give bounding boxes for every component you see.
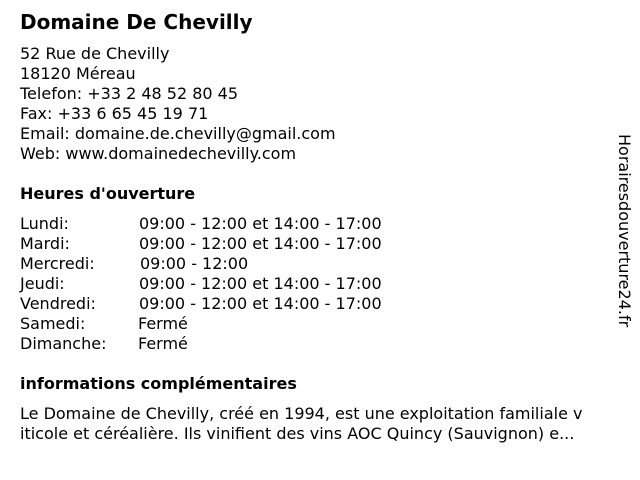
hours-time-value: 09:00 - 12:00 et 14:00 - 17:00 (139, 214, 382, 233)
hours-time-value: 09:00 - 12:00 et 14:00 - 17:00 (139, 234, 382, 253)
watermark-text: Horairesdouverture24.fr (615, 134, 634, 328)
hours-time-value: 09:00 - 12:00 et 14:00 - 17:00 (139, 274, 382, 293)
description-line: Le Domaine de Chevilly, créé en 1994, est une exploitation familiale v (20, 404, 583, 423)
additional-info-text (20, 404, 632, 444)
hours-day-label: Samedi: (20, 314, 86, 333)
hours-day-label: Jeudi: (20, 274, 65, 293)
hours-day-label: Vendredi: (20, 294, 96, 313)
hours-time-value: Fermé (138, 314, 188, 333)
hours-time-value: Fermé (138, 334, 188, 353)
hours-day-label: Mercredi: (20, 254, 95, 273)
hours-day-label: Dimanche: (20, 334, 107, 353)
hours-day-label: Lundi: (20, 214, 69, 233)
contact-block (20, 44, 336, 164)
website-address: Web: www.domainedechevilly.com (20, 144, 297, 163)
hours-time-value: 09:00 - 12:00 et 14:00 - 17:00 (139, 294, 382, 313)
address-city: 18120 Méreau (20, 64, 136, 83)
address-street: 52 Rue de Chevilly (20, 44, 170, 63)
email-address: Email: domaine.de.chevilly@gmail.com (20, 124, 336, 143)
opening-hours-heading: Heures d'ouverture (20, 184, 196, 203)
description-line: iticole et céréalière. Ils vinifient des vins AOC Quincy (Sauvignon) e... (20, 424, 575, 443)
hours-time-value: 09:00 - 12:00 (140, 254, 249, 273)
fax-number: Fax: +33 6 65 45 19 71 (20, 104, 209, 123)
hours-day-label: Mardi: (20, 234, 70, 253)
phone-number: Telefon: +33 2 48 52 80 45 (20, 84, 239, 103)
business-name: Domaine De Chevilly (20, 10, 253, 34)
additional-info-heading: informations complémentaires (20, 374, 297, 393)
site-watermark (611, 134, 637, 346)
